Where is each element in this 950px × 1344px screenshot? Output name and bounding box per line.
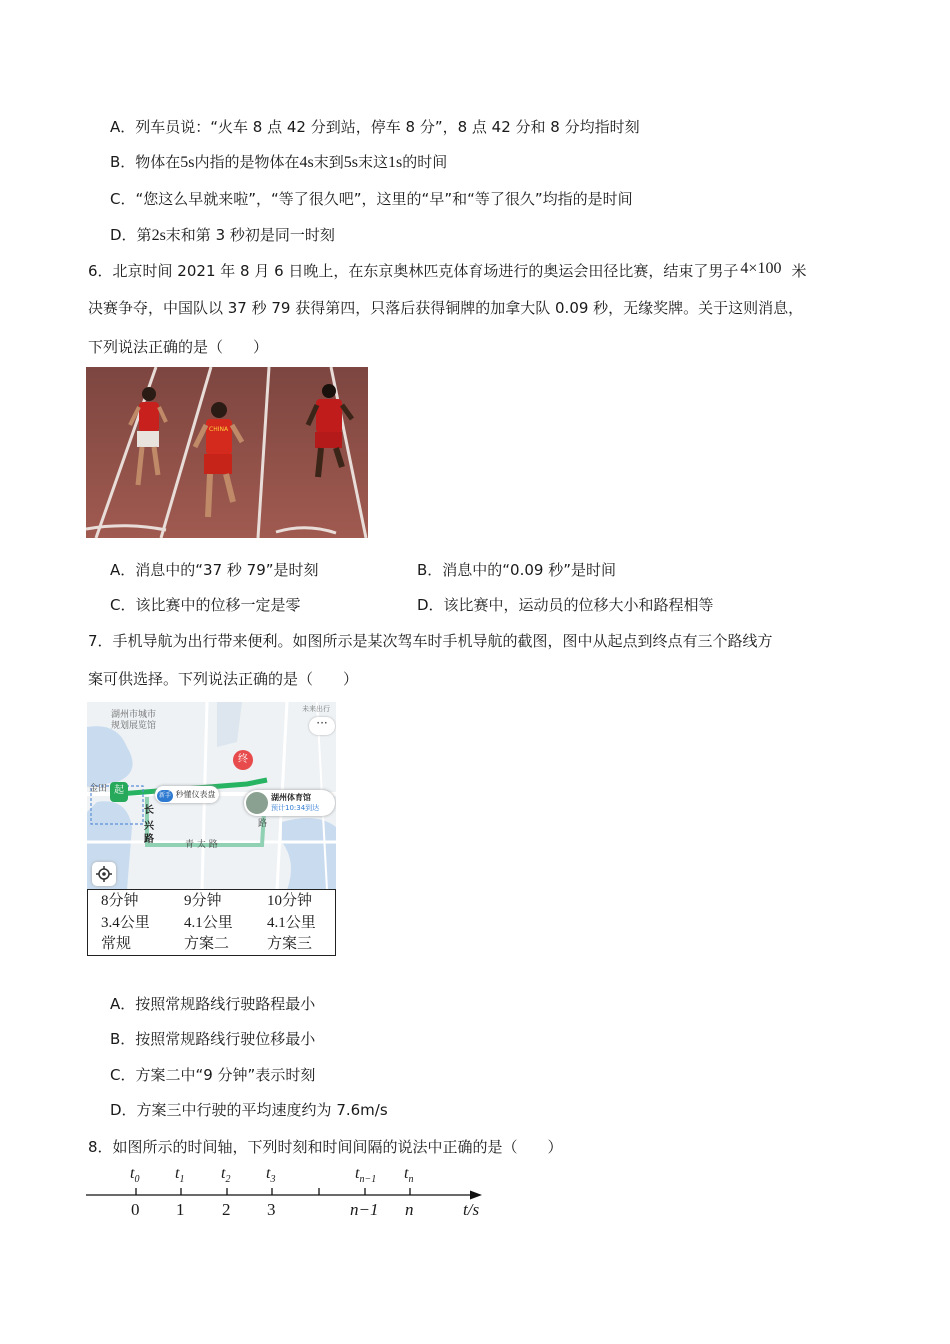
q5-option-b-mid1: 内指的是物体在 — [194, 153, 300, 171]
q5-option-b-5s: 5s — [180, 154, 195, 171]
q5-option-d-pre: D．第 — [110, 226, 152, 244]
route-2-name[interactable]: 方案二 — [184, 936, 230, 952]
t-label-3: $t_3$ — [266, 1165, 276, 1186]
end-marker[interactable]: 终 — [233, 750, 253, 770]
q7-option-b: B．按照常规路线行驶位移最小 — [110, 1030, 316, 1048]
q5-option-c: C．“您这么早就来啦”，“等了很久吧”，这里的“早”和“等了很久”均指的是时间 — [110, 190, 633, 208]
q5-option-d-2s: 2s — [151, 227, 166, 244]
route-3-distance[interactable]: 4.1公里 — [267, 915, 316, 931]
locate-icon[interactable] — [92, 862, 116, 886]
q7-option-d: D．方案三中行驶的平均速度约为 7.6m/s — [110, 1101, 388, 1119]
destination-name: 湖州体育馆 — [271, 793, 311, 802]
road-label-lu-2: 路 — [258, 819, 268, 829]
q6-stem-line1-pre: 6．北京时间 2021 年 8 月 6 日晚上，在东京奥林匹克体育场进行的奥运会田径比赛，结束了男子 — [88, 262, 739, 280]
q5-option-d-post: 末和第 3 秒初是同一时刻 — [165, 226, 335, 244]
sprint-race-illustration — [86, 367, 368, 538]
q6-option-d: D．该比赛中，运动员的位移大小和路程相等 — [417, 596, 714, 614]
time-axis-figure — [86, 1160, 486, 1230]
route-1-distance[interactable]: 3.4公里 — [101, 915, 150, 931]
new-badge: 新手 — [157, 790, 173, 802]
q5-option-b-post: 的时间 — [402, 153, 448, 171]
route-2-distance[interactable]: 4.1公里 — [184, 915, 233, 931]
navigation-map — [87, 702, 336, 890]
q5-option-b-mid3: 末这 — [358, 153, 389, 171]
q5-option-b-pre: B．物体在 — [110, 153, 181, 171]
t-label-1: $t_1$ — [175, 1165, 185, 1186]
route-2-time[interactable]: 9分钟 — [184, 893, 222, 909]
road-label-qingtai: 青 太 路 — [185, 840, 218, 850]
q7-stem-line2: 案可供选择。下列说法正确的是（ ） — [88, 670, 359, 688]
q5-option-b-mid2: 末到 — [313, 153, 344, 171]
q6-option-b: B．消息中的“0.09 秒”是时间 — [417, 561, 616, 579]
time-axis-svg — [86, 1160, 486, 1230]
map-poi-label: 湖州市城市 — [111, 710, 157, 720]
sprint-race-photo — [86, 367, 368, 538]
q6-stem-line1-post: 米 — [791, 262, 807, 280]
dashboard-tag[interactable] — [155, 786, 219, 803]
axis-unit: t/s — [463, 1200, 480, 1219]
q6-formula: 4×100 — [740, 260, 782, 277]
q6-stem-line2: 决赛争夺，中国队以 37 秒 79 获得第四，只落后获得铜牌的加拿大队 0.09 秒，无缘奖牌。关于这则消息， — [88, 299, 804, 317]
dashboard-label: 秒懂仪表盘 — [175, 790, 216, 799]
q5-option-a: A．列车员说：“火车 8 点 42 分到站，停车 8 分”，8 点 42 分和 8 分均指时刻 — [110, 118, 640, 136]
route-1-time[interactable]: 8分钟 — [101, 893, 139, 909]
map-corner-label: 未来出行 — [302, 705, 330, 713]
q7-option-a: A．按照常规路线行驶路程最小 — [110, 995, 316, 1013]
axis-number-1: 1 — [176, 1200, 185, 1219]
axis-arrow-icon — [470, 1191, 482, 1200]
road-label-xing: 兴 — [144, 821, 154, 832]
t-label-2: $t_2$ — [221, 1165, 231, 1186]
route-3-time[interactable]: 10分钟 — [267, 893, 313, 909]
route-options-table — [87, 889, 336, 956]
jersey-text: CHINA — [209, 426, 229, 433]
start-marker[interactable]: 起 — [110, 782, 128, 802]
road-label-chang: 长 — [144, 805, 154, 816]
t-label-n: $t_n$ — [404, 1165, 414, 1186]
q6-option-a: A．消息中的“37 秒 79”是时刻 — [110, 561, 319, 579]
q8-stem: 8．如图所示的时间轴，下列时刻和时间间隔的说法中正确的是（ ） — [88, 1138, 563, 1156]
more-dots-icon[interactable]: ··· — [309, 717, 335, 735]
axis-number-n-1: n−1 — [350, 1200, 379, 1219]
q6-option-c: C．该比赛中的位移一定是零 — [110, 596, 301, 614]
q5-option-d — [110, 224, 335, 247]
q5-option-b-4s: 4s — [299, 154, 314, 171]
t-label-0: $t_0$ — [130, 1165, 140, 1186]
t-label-n-1: $t_{n-1}$ — [355, 1165, 377, 1186]
destination-card[interactable] — [244, 790, 335, 816]
map-left-label: 金田 — [89, 784, 108, 794]
q7-stem-line1: 7．手机导航为出行带来便利。如图所示是某次驾车时手机导航的截图，图中从起点到终点有三个路线方 — [88, 632, 773, 650]
q5-option-b — [110, 151, 447, 174]
q5-option-b-1s: 1s — [388, 154, 403, 171]
axis-number-3: 3 — [267, 1200, 276, 1219]
route-1-name[interactable]: 常规 — [101, 936, 132, 952]
q6-stem-line1 — [88, 260, 806, 283]
axis-number-2: 2 — [222, 1200, 231, 1219]
q5-option-b-5s2: 5s — [343, 154, 359, 171]
axis-number-n: n — [405, 1200, 414, 1219]
axis-number-0: 0 — [131, 1200, 140, 1219]
map-poi-label-2: 规划展览馆 — [111, 721, 157, 731]
road-label-lu: 路 — [144, 834, 154, 845]
q7-option-c: C．方案二中“9 分钟”表示时刻 — [110, 1066, 316, 1084]
route-3-name[interactable]: 方案三 — [267, 936, 313, 952]
destination-thumbnail — [246, 792, 268, 814]
destination-eta: 预计10:34到达 — [271, 804, 320, 812]
q6-stem-line3: 下列说法正确的是（ ） — [88, 338, 269, 356]
